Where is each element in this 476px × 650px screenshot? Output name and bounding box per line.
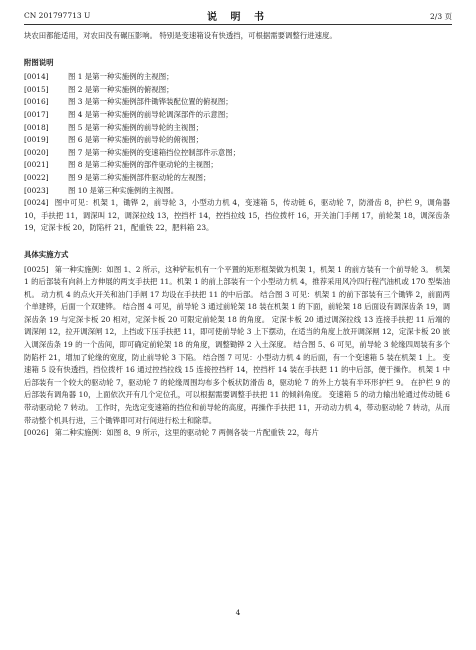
para-number: [0021] xyxy=(24,160,49,170)
figure-item xyxy=(24,71,450,84)
figure-caption: 图 2 是第一种实施例的俯视图； xyxy=(68,84,174,94)
page-number: 4 xyxy=(235,608,241,617)
figure-caption: 图 5 是第一种实施例的前导轮的主视图； xyxy=(68,122,204,132)
para-number: [0023] xyxy=(24,185,49,195)
para-number: [0024] xyxy=(24,198,49,208)
para-number: [0015] xyxy=(24,84,49,94)
para-number: [0020] xyxy=(24,147,49,157)
parts-list-text: 图中可见：机架 1，锄铧 2，前导轮 3，小型动力机 4，变速箱 5，传动链 6，驱动轮 7，防滑齿 8，护栏 9，调角器 10，手扶把 11，调深叫 12，调深拉线 13，控挡杆 14，控挡拉线 15，挡位拨杆 16，开关油门手闸 17，前轮架 18，调深齿条 19，定深卡板 20，防陷杆 21，配重铁 22，肥料箱 23。 xyxy=(24,198,450,233)
figure-item xyxy=(24,185,450,198)
para-number: [0016] xyxy=(24,97,49,107)
header-rule xyxy=(24,24,452,25)
figure-caption: 图 9 是第二种实施例部件驱动轮的左视图； xyxy=(68,172,211,182)
figure-list xyxy=(24,71,450,235)
embodiment-one-text: 第一种实施例：如图 1、2 所示，这种铲耘机有一个平置的矩形框架做为机架 1，机架 1 的前方装有一个前导轮 3。 机架 1 的后部装有向斜上方伸展的两支手扶把 11。机架 1 的前上部装有一个小型动力机 4，推荐采用风冷四行程汽油机或 170 型柴油机。 动力机 4 的点火开关和油门手闸 17 均设在手扶把 11 的中后部。 结合图 3 可见：机架 1 的前下部装有三个锄铧 2，前面两个单建铧，后面一个双建铧。 结合图 4 可见，前导轮 3 通过前轮架 18 装在机架 1 的下面，前轮架 18 后面设有调深齿条 19，调深齿条 19 与定深卡板 20 相对，定深卡板 20 可限定前轮架 18 的角度。 定深卡板 20 通过调深拉线 13 连接手扶把 11 后端的调深闸 12，拉开调深闸 12，上挡或下压手扶把 11，即可使前导轮 3 上下摆动，在适当的角度上放开调深闸 12，定深卡板 20 嵌入调深齿条 19 的一个齿间，即可确定前轮架 18 的角度，调整锄铧 2 入土深度。 结合图 5、6 可见，前导轮 3 轮缘四周装有多个防陷杆 21，增加了轮缘的宽度，防止前导轮 3 下陷。 结合图 7 可见：小型动力机 4 的后面，有一个变速箱 5 装在机架 1 上。 变速箱 5 设有快透挡，挡位拨杆 16 通过控挡拉线 15 连接控挡杆 14，控挡杆 14 装在手扶把 11 的中后部，便于操作。 机架 1 中后部装有一个较大的驱动轮 7，驱动轮 7 的轮缘周围均布多个板状防滑齿 8，驱动轮 7 的外上方装有半环形护栏 9。 在护栏 9 的后部装有调角器 10，上面依次开有几个定位孔，可以根据需要调整手扶把 11 的倾斜角度。 变速箱 5 的动力输出轮通过传动链 6 带动驱动轮 7 转动。 工作时，先选定变速箱的挡位和前导轮的高度，再操作手扶把 11，开动动力机 4，带动驱动轮 7 转动，从而带动整个机具行进，三个锄铧即可对行间进行松土和除草。 xyxy=(24,264,450,425)
page-title: 说 明 书 xyxy=(207,12,269,23)
figure-caption: 图 3 是第一种实施例部件锄铧装配位置的俯视图； xyxy=(68,97,233,107)
figure-caption: 图 7 是第一种实施例的变速箱挡位控制部件示意图； xyxy=(68,147,240,157)
para-number: [0025] xyxy=(24,264,49,274)
figure-item xyxy=(24,84,450,97)
para-number: [0019] xyxy=(24,135,49,145)
para-number: [0014] xyxy=(24,72,49,82)
figure-item xyxy=(24,109,450,122)
para-number: [0018] xyxy=(24,122,49,132)
para-number: [0017] xyxy=(24,109,49,119)
document-body xyxy=(24,30,450,440)
figure-caption: 图 6 是第一种实施例的前导轮的俯视图； xyxy=(68,135,204,145)
para-number: [0026] xyxy=(24,428,49,438)
figure-item xyxy=(24,122,450,135)
intro-paragraph: 块农田都能适用，对农田没有碾压影响。 特别是变速箱设有快透挡，可根据需要调整行进速度。 xyxy=(24,31,337,40)
embodiment-section-heading: 具体实施方式 xyxy=(24,249,69,259)
figure-caption: 图 1 是第一种实施例的主视图； xyxy=(68,72,174,82)
fig-section-heading: 附图说明 xyxy=(24,57,54,67)
figure-caption: 图 4 是第一种实施例的前导轮调深部件的示意图； xyxy=(68,109,233,119)
para-number: [0022] xyxy=(24,172,49,182)
figure-item xyxy=(24,96,450,109)
page-indicator: 2/3 页 xyxy=(430,12,452,21)
figure-item xyxy=(24,147,450,160)
figure-item xyxy=(24,134,450,147)
page-header xyxy=(24,8,452,24)
figure-caption: 图 10 是第三种实施例的主视图。 xyxy=(68,185,179,195)
figure-item xyxy=(24,172,450,185)
embodiment-two-text: 第二种实施例：如图 8、9 所示，这里的驱动轮 7 两侧各装一片配重铁 22，每片 xyxy=(54,428,319,438)
figure-caption: 图 8 是第二种实施例的部件驱动轮的主视图； xyxy=(68,160,218,170)
embodiment-two-paragraph xyxy=(24,427,450,440)
parts-list-paragraph xyxy=(24,197,450,235)
embodiment-one-paragraph xyxy=(24,264,450,428)
doc-number: CN 201797713 U xyxy=(24,11,91,20)
figure-item xyxy=(24,159,450,172)
